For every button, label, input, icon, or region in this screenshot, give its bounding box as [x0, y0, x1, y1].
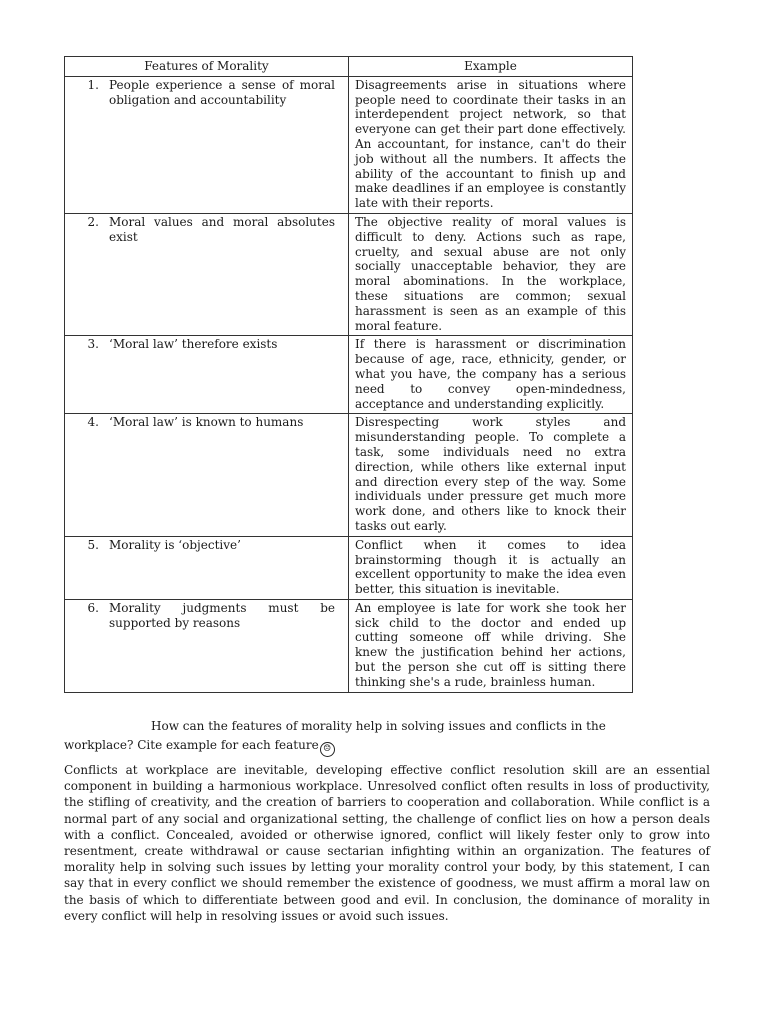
- feature-cell: [65, 336, 349, 414]
- question-text: How can the features of morality help in solving issues and conflicts in the workplace? Cite example for each feature: [64, 719, 606, 752]
- feature-cell: [65, 213, 349, 335]
- feature-cell: [65, 536, 349, 599]
- table-row: [65, 336, 633, 414]
- feature-text: ‘Moral law’ is known to humans: [109, 415, 304, 430]
- feature-text: People experience a sense of moral obligation and accountability: [109, 77, 335, 107]
- feature-number: 3.: [87, 337, 99, 352]
- example-cell: The objective reality of moral values is difficult to deny. Actions such as rape, cruelty, and sexual abuse are not only socially unacceptable behavior, they are moral abominations. In the workplace, these situations are common; sexual harassment is seen as an example of this moral feature.: [349, 213, 633, 335]
- frown-face-icon: ☹: [320, 742, 335, 757]
- example-cell: Conflict when it comes to idea brainstorming though it is actually an excellent opportunity to make the idea even better, this situation is inevitable.: [349, 536, 633, 599]
- table-header-row: [65, 57, 633, 77]
- table-row: [65, 599, 633, 692]
- table-row: [65, 76, 633, 213]
- feature-text: Morality is ‘objective’: [109, 537, 241, 552]
- feature-number: 1.: [87, 77, 99, 92]
- header-example: Example: [349, 57, 633, 77]
- example-cell: An employee is late for work she took her sick child to the doctor and ended up cutting someone off while driving. She knew the justification behind her actions, but the person she cut off is sitting there thinking she's a rude, brainless human.: [349, 599, 633, 692]
- feature-number: 6.: [87, 600, 99, 615]
- feature-text: ‘Moral law’ therefore exists: [109, 337, 278, 352]
- table-row: [65, 536, 633, 599]
- feature-number: 4.: [87, 415, 99, 430]
- feature-number: 2.: [87, 214, 99, 229]
- features-table: [64, 56, 633, 693]
- table-row: [65, 213, 633, 335]
- header-features: Features of Morality: [65, 57, 349, 77]
- feature-text: Morality judgments must be supported by reasons: [109, 600, 335, 630]
- answer-paragraph: Conflicts at workplace are inevitable, developing effective conflict resolution skill are an essential component in building a harmonious workplace. Unresolved conflict often results in loss of productivity, the stifling of creativity, and the creation of barriers to cooperation and collaboration. While conflict is a normal part of any social and organizational setting, the challenge of conflict lies on how a person deals with a conflict. Concealed, avoided or otherwise ignored, conflict will likely fester only to grow into resentment, create withdrawal or cause sectarian infighting within an organization. The features of morality help in solving such issues by letting your morality control your body, by this statement, I can say that in every conflict we should remember the existence of goodness, we must affirm a moral law on the basis of which to differentiate between good and evil. In conclusion, the dominance of morality in every conflict will help in resolving issues or avoid such issues.: [64, 763, 710, 923]
- feature-text: Moral values and moral absolutes exist: [109, 214, 335, 244]
- feature-cell: [65, 599, 349, 692]
- question-paragraph: [64, 717, 642, 757]
- feature-cell: [65, 414, 349, 536]
- feature-cell: [65, 76, 349, 213]
- example-cell: Disagreements arise in situations where people need to coordinate their tasks in an interdependent project network, so that everyone can get their part done effectively. An accountant, for instance, can't do their job without all the numbers. It affects the ability of the accountant to finish up and make deadlines if an employee is constantly late with their reports.: [349, 76, 633, 213]
- example-cell: If there is harassment or discrimination because of age, race, ethnicity, gender, or what you have, the company has a serious need to convey open-mindedness, acceptance and understanding explicitly.: [349, 336, 633, 414]
- feature-number: 5.: [87, 537, 99, 552]
- table-row: [65, 414, 633, 536]
- example-cell: Disrespecting work styles and misunderstanding people. To complete a task, some individuals need no extra direction, while others like external input and direction every step of the way. Some individuals under pressure get much more work done, and others like to knock their tasks out early.: [349, 414, 633, 536]
